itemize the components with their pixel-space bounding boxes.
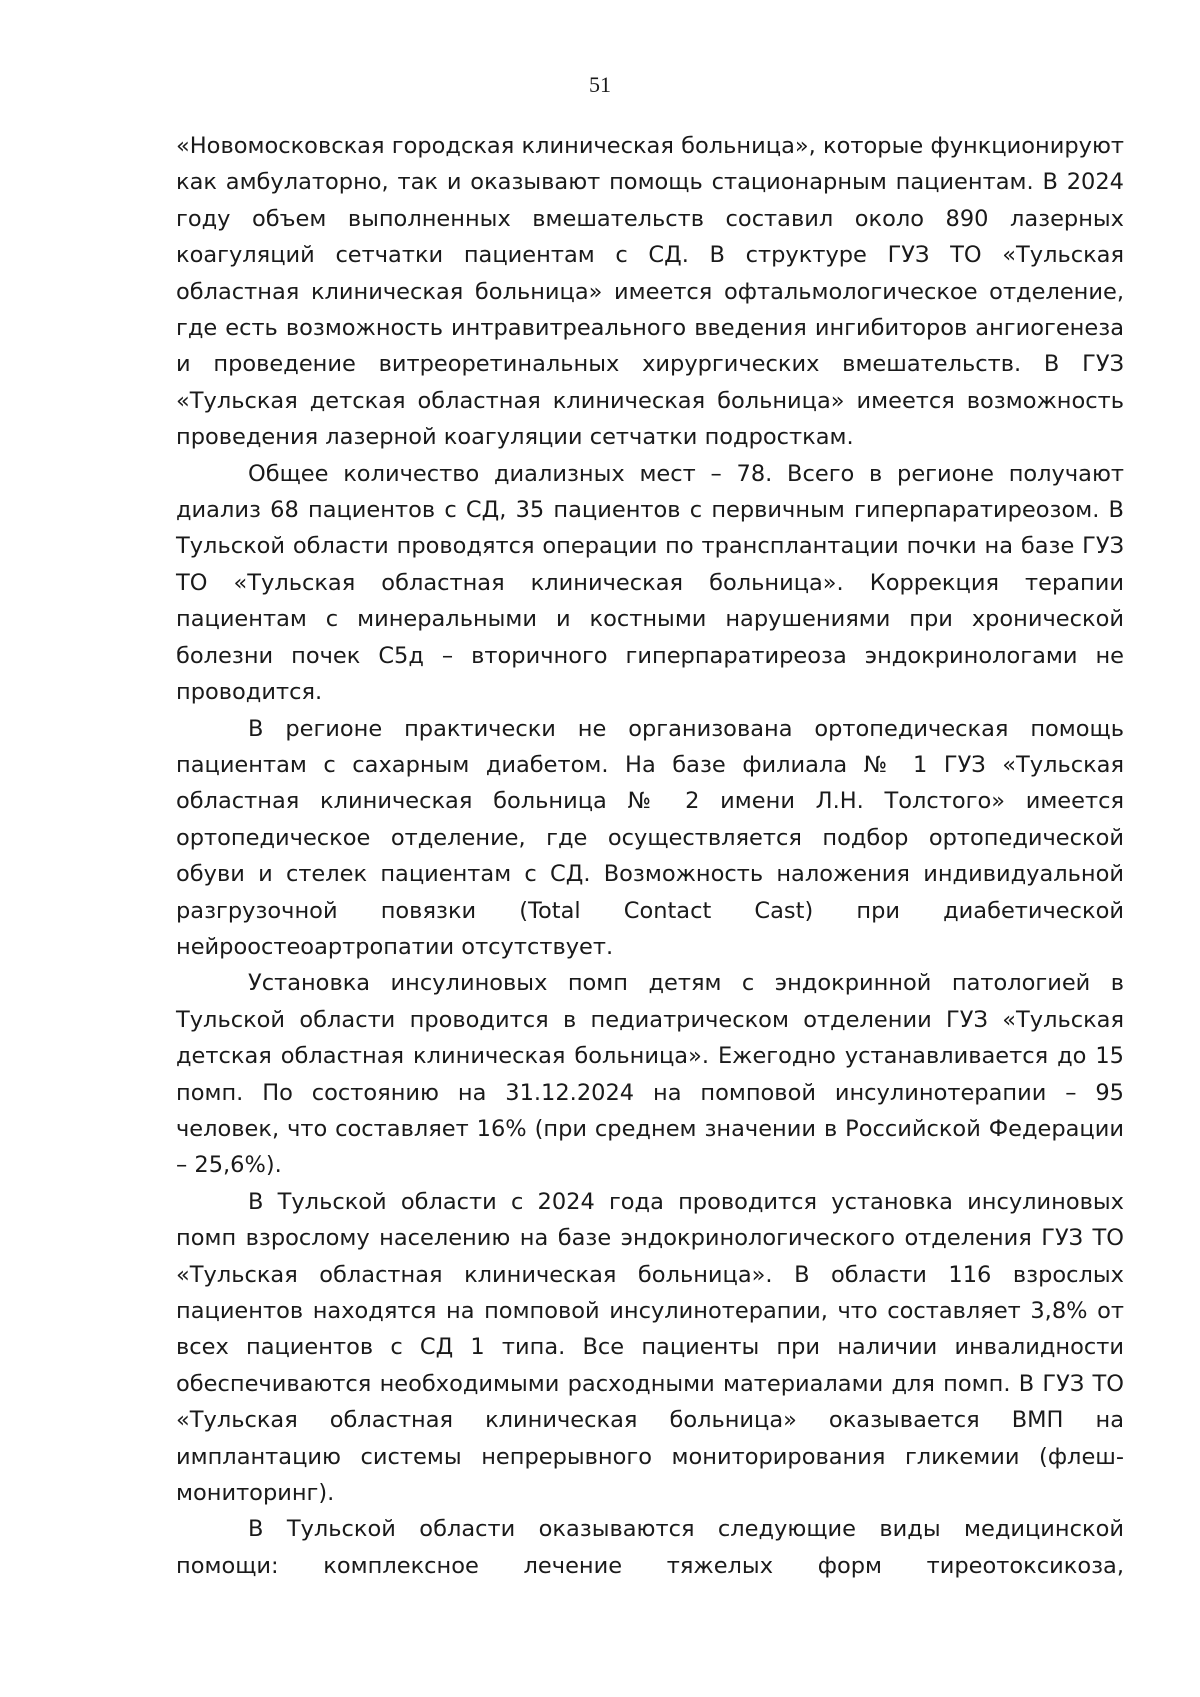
paragraph-orthopedic-care: В регионе практически не организована ортопедическая помощь пациентам с сахарным диабетом. На базе филиала № 1 ГУЗ «Тульская областная клиническая больница № 2 имени Л.Н. Толстого» имеется ортопедическое отделение, где осуществляется подбор ортопедической обуви и стелек пациентам с СД. Возможность наложения индивидуальной разгрузочной повязки (Total Contact Cast) при диабетической нейроостеоартропатии отсутствует. <box>176 715 1124 960</box>
document-body <box>176 128 1124 1584</box>
paragraph-medical-care-types: В Тульской области оказываются следующие виды медицинской помощи: комплексное лечение тяжелых форм тиреотоксикоза, <box>176 1516 1124 1579</box>
paragraph-insulin-pumps-children: Установка инсулиновых помп детям с эндокринной патологией в Тульской области проводится в педиатрическом отделении ГУЗ «Тульская детская областная клиническая больница». Ежегодно устанавливается до 15 помп. По состоянию на 31.12.2024 на помповой инсулинотерапии – 95 человек, что составляет 16% (при среднем значении в Российской Федерации – 25,6%). <box>176 970 1124 1179</box>
paragraph-hospital-ophthalmology: «Новомосковская городская клиническая больница», которые функционируют как амбулаторно, так и оказывают помощь стационарным пациентам. В 2024 году объем выполненных вмешательств составил около 890 лазерных коагуляций сетчатки пациентам с СД. В структуре ГУЗ ТО «Тульская областная клиническая больница» имеется офтальмологическое отделение, где есть возможность интравитреального введения ингибиторов ангиогенеза и проведение витреоретинальных хирургических вмешательств. В ГУЗ «Тульская детская областная клиническая больница» имеется возможность проведения лазерной коагуляции сетчатки подросткам. <box>176 133 1124 451</box>
page-number: 51 <box>589 72 611 97</box>
paragraph-dialysis: Общее количество диализных мест – 78. Всего в регионе получают диализ 68 пациентов с СД, 35 пациентов с первичным гиперпаратиреозом. В Тульской области проводятся операции по трансплантации почки на базе ГУЗ ТО «Тульская областная клиническая больница». Коррекция терапии пациентам с минеральными и костными нарушениями при хронической болезни почек С5д – вторичного гиперпаратиреоза эндокринологами не проводится. <box>176 460 1124 706</box>
paragraph-insulin-pumps-adults: В Тульской области с 2024 года проводится установка инсулиновых помп взрослому населению на базе эндокринологического отделения ГУЗ ТО «Тульская областная клиническая больница». В области 116 взрослых пациентов находятся на помповой инсулинотерапии, что составляет 3,8% от всех пациентов с СД 1 типа. Все пациенты при наличии инвалидности обеспечиваются необходимыми расходными материалами для помп. В ГУЗ ТО «Тульская областная клиническая больница» оказывается ВМП на имплантацию системы непрерывного мониторирования гликемии (флеш-мониторинг). <box>176 1188 1124 1507</box>
